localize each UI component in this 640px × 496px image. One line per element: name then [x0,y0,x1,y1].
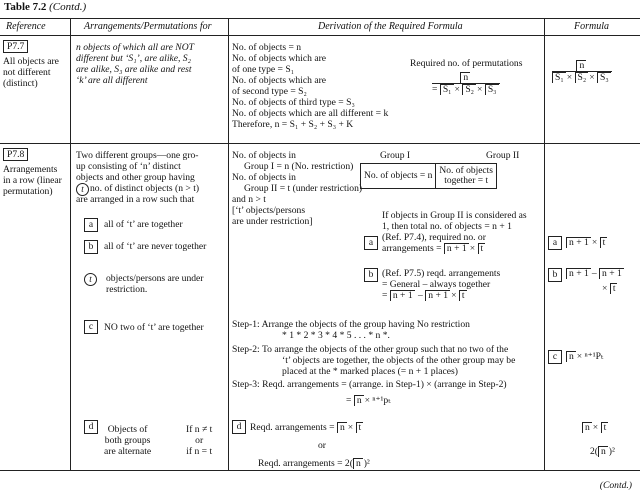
ref-p78-desc: Arrangements in a row (linear permutation) [3,164,62,197]
deriv-b-label: b [364,268,378,282]
step-2: Step-2: To arrange the objects of the other group such that no two of the ‘t’ objects are together, the objects of the other group may be placed at the * marked places (= n + 1 places) [232,344,516,377]
group-i-header: Group I [380,150,411,161]
deriv-b-text: (Ref. P7.5) reqd. arrangements = General – always together = n + 1 – n + 1 × t [382,268,501,301]
step-3: Step-3: Reqd. arrangements = (arrange. in Step-1) × (arrange in Step-2) [232,379,507,390]
consider-text: If objects in Group II is considered as 1, then total no. of objects = n + 1 (Ref. P7.4), required no. or arrangements = n + 1 × t [382,210,527,254]
step-3-result: = n × ⁿ⁺¹pₜ [346,395,391,406]
circle-t-marker: t [76,183,89,196]
formula-b: n + 1 – n + 1 [566,268,625,279]
formula-a-label: a [548,236,562,250]
rule-bottom [0,470,640,471]
option-d-label: d [84,420,98,434]
option-c-label: c [84,320,98,334]
ref-p77: P7.7 [3,40,28,53]
group-table [360,163,497,189]
col-divider-3 [544,18,545,470]
header-formula: Formula [574,21,609,32]
formula-d2: 2( n )² [590,446,615,457]
deriv-d-text-2: Reqd. arrangements = 2( n )² [258,458,370,469]
circle-t-option: t [84,273,97,286]
option-a-text: all of ‘t’ are together [104,219,183,230]
formula-a: n + 1 × t [566,237,608,248]
option-t-text: objects/persons are under restriction. [106,273,204,295]
option-c-text: NO two of ‘t’ are together [104,322,204,333]
col-divider-1 [70,18,71,470]
ref-p78: P7.8 [3,148,28,161]
formula-b-label: b [548,268,562,282]
p78-arrangement: Two different groups—one gro- up consisting of ‘n’ distinct objects and other group having no. of distinct objects (n > t) are arranged in a row such that [76,150,200,205]
deriv-d-text: Reqd. arrangements = n × t [250,422,362,433]
formula-b-tail: × t [602,283,616,294]
option-a-label: a [84,218,98,232]
header-reference: Reference [6,21,46,32]
p77-derivation: No. of objects = n No. of objects which are of one type = S₁ No. of objects which are of second type = S₂ No. of objects of third type = S₃ No. of objects which are all different = k Therefore, n = S₁ + S₂ + S₃ + K [232,42,389,130]
deriv-a-label: a [364,236,378,250]
group-i-cell: No. of objects = n [361,164,436,189]
p77-formula: $\frac{n}{\text{S₁ × S₂ × S₃}}$ [552,60,612,83]
group-ii-cell: No. of objects together = t [436,164,497,189]
option-d-text: Objects of both groups are alternate [104,424,152,457]
group-ii-header: Group II [486,150,520,161]
option-d-conditions: If n ≠ t or if n = t [186,424,213,457]
step-1: Step-1: Arrange the objects of the group having No restriction * 1 * 2 * 3 * 4 * 5 . . . * n *. [232,319,470,341]
deriv-d-label: d [232,420,246,434]
p77-arrangement: n objects of which all are NOT different but ‘S₁’, are alike, S₂ are alike, S₃ are alike and rest ‘k’ are all different [76,42,194,86]
option-b-label: b [84,240,98,254]
ref-p77-desc: All objects are not different (distinct) [3,56,59,89]
p77-required-label: Required no. of permutations [410,58,523,69]
option-b-text: all of ‘t’ are never together [104,241,207,252]
header-arrangements: Arrangements/Permutations for [84,21,212,32]
formula-c: n × ⁿ⁺¹Pₜ [566,351,603,362]
p78-derivation: No. of objects in Group I = n (No. restriction) No. of objects in Group II = t (under restriction) and n > t [‘t’ objects/persons are under restriction] [232,150,363,227]
p77-fraction: $\frac{n}{\text{= S₁ × S₂ × S₃}}$ [432,72,500,95]
deriv-d-or: or [318,440,326,451]
col-divider-2 [228,18,229,470]
table-title: Table 7.2 (Contd.) [4,1,87,13]
formula-d1: n × t [582,422,609,433]
formula-c-label: c [548,350,562,364]
header-derivation: Derivation of the Required Formula [318,21,463,32]
footer-contd: (Contd.) [599,480,632,491]
